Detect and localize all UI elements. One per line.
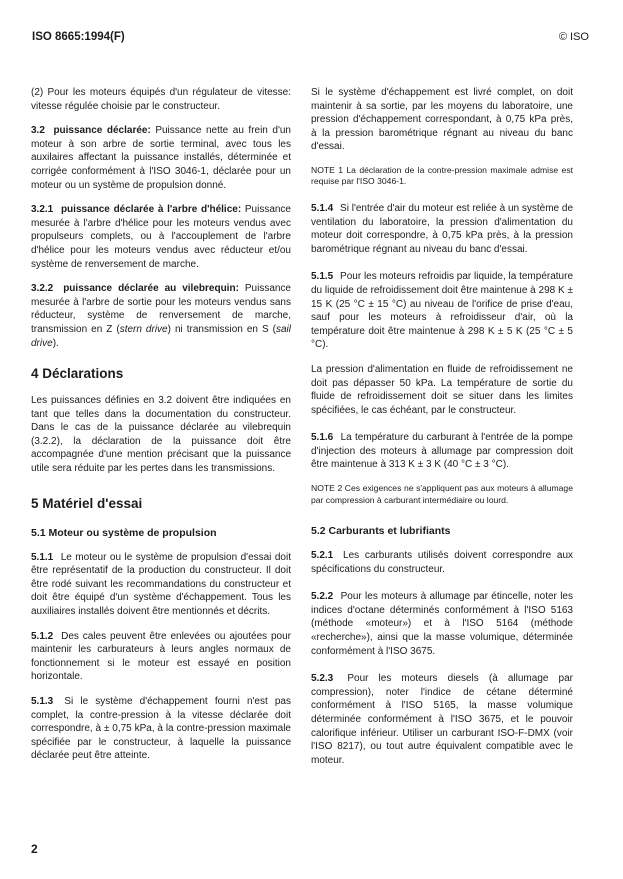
- heading-section-5-2: 5.2 Carburants et lubrifiants: [311, 525, 451, 538]
- clause-term: puissance déclarée au vilebrequin:: [63, 283, 239, 295]
- clause-term: puissance déclarée à l'arbre d'hélice:: [60, 204, 242, 216]
- document-id: ISO 8665:1994(F): [32, 31, 125, 43]
- clause-number: 5.1.4: [311, 202, 334, 214]
- clause-text: Pour les moteurs à allumage par étincelle, noter les indices d'octane déterminés conformément à l'ISO 5163 (méthode «moteur») et à l'ISO 5164 (méthode «recherche»), ainsi que la masse volumique, déterminée conformément à l'ISO 3675.: [311, 591, 573, 657]
- clause-text: ) ni transmission en S (: [167, 323, 276, 335]
- clause-term: puissance déclarée:: [53, 125, 151, 137]
- clause-number: 5.2.1: [311, 550, 334, 562]
- clause-text: Pour les moteurs refroidis par liquide, la température du liquide de refroidissement doit être maintenue à 298 K ± 15 K (25 °C ± 15 °C) au niveau de l'orifice de prise d'eau, sauf pour les moteurs à refroidisseur d'air, où la température doit être maintenue à 298 K ± 5 K (25 °C ± 5 °C).: [311, 271, 574, 351]
- clause-5-1-5-paragraph-2: La pression d'alimentation en fluide de refroidissement ne doit pas dépasser 50 kPa. La température de sortie du fluide de refroidissement doit se situer dans les limites spécifiées, le cas échéant, par le constructeur.: [311, 363, 573, 416]
- section-4-text: Les puissances définies en 3.2 doivent être indiquées en tant que telles dans la documentation du constructeur. Dans le cas de la puissance déclarée au vilebrequin (3.2.2), la déclaration de la puissance doit être accompagnée d'une mention précisant que la puissance utile sera réduite par les pertes dans les transmissions.: [31, 395, 291, 475]
- clause-number: 3.2.1: [31, 204, 54, 216]
- clause-number: 5.1.1: [31, 551, 54, 563]
- note-1: NOTE 1 La déclaration de la contre-pression maximale admise est requise par l'ISO 3046-1.: [311, 164, 573, 187]
- clause-5-1-3: [31, 695, 291, 763]
- clause-number: 5.2.2: [311, 591, 334, 603]
- clause-number: 3.2: [31, 125, 45, 137]
- clause-text: Le moteur ou le système de propulsion d'essai doit être représentatif de la production du constructeur. Il doit être rodé suivant les recommandations du constructeur et doit être équipé d'un système d'échappement. Tous les auxiliaires installés doivent être mentionnés et décrits.: [31, 551, 291, 618]
- clause-5-1-5: [311, 270, 573, 352]
- clause-text: La température du carburant à l'entrée de la pompe d'injection des moteurs à allumage par compression doit être maintenue à 313 K ± 3 K (40 °C ± 3 °C).: [311, 432, 573, 471]
- italic-term: stern drive: [119, 323, 168, 335]
- clause-text: Les carburants utilisés doivent correspondre aux spécifications du constructeur.: [311, 550, 574, 575]
- clause-3-2: [31, 124, 291, 192]
- clause-3-2-1: [31, 203, 291, 271]
- clause-number: 5.1.3: [31, 696, 54, 707]
- clause-5-1-1: [31, 551, 291, 619]
- italic-term: sail drive: [31, 323, 292, 349]
- clause-text: Des cales peuvent être enlevées ou ajoutées pour maintenir les carburateurs à leurs angles normaux de fonctionnement si le moteur est essayé en position horizontale.: [31, 630, 291, 683]
- clause-text: Puissance nette au frein d'un moteur à son arbre de sortie terminal, avec tous les auxilaires affectant la puissance installés, déterminée et corrigée conformément à l'ISO 3046-1, déclarée pour un moteur ou un système de propulsion donné.: [31, 125, 291, 191]
- clause-3-2-2: [31, 282, 291, 350]
- clause-number: 5.1.2: [31, 630, 54, 642]
- clause-text: Puissance mesurée à l'arbre de sortie pour les moteurs vendus sans réducteur, système de renversement de marche, transmission en Z (: [31, 283, 291, 335]
- paragraph-item-2: (2) Pour les moteurs équipés d'un régulateur de vitesse: vitesse régulée choisie par le constructeur.: [31, 87, 291, 112]
- clause-5-1-4: [311, 202, 573, 256]
- note-2: NOTE 2 Ces exigences ne s'appliquent pas aux moteurs à allumage par compression à carburant intermédiaire ou lourd.: [311, 483, 573, 505]
- clause-5-1-3-continued: Si le système d'échappement est livré complet, on doit maintenir à sa sortie, par les moyens du laboratoire, une pression d'échappement correspondant, à 0,75 kPa près, à la pression barométrique régnant au niveau du banc d'essai.: [311, 87, 573, 153]
- clause-number: 5.1.6: [311, 432, 334, 444]
- heading-section-5: 5 Matériel d'essai: [31, 495, 143, 511]
- clause-5-1-2: [31, 630, 291, 684]
- heading-section-5-1: 5.1 Moteur ou système de propulsion: [31, 526, 217, 539]
- clause-5-1-6: [311, 431, 573, 472]
- clause-5-2-1: [311, 549, 573, 576]
- clause-text: ).: [52, 337, 59, 349]
- heading-section-4: 4 Déclarations: [31, 366, 124, 382]
- clause-5-2-2: [311, 590, 573, 658]
- left-column: [31, 86, 291, 774]
- clause-number: 5.1.5: [311, 271, 334, 283]
- clause-text: Si l'entrée d'air du moteur est reliée à un système de ventilation du laboratoire, la pression d'alimentation du moteur doit correspondre, à 0,75 kPa près, à la pression barométrique régnant au niveau du banc d'essai.: [311, 202, 574, 255]
- clause-text: Si le système d'échappement fourni n'est pas complet, la contre-pression à la vitesse déclarée doit correspondre, à ± 0,75 kPa, à la contre-pression maximale spécifiée par le constructeur, à laquelle la puissance déclarée peut être atteinte.: [31, 696, 291, 762]
- clause-text: Puissance mesurée à l'arbre d'hélice pour les moteurs vendus avec propulseurs complets, ou à l'accouplement de l'arbre d'hélice pour les moteurs vendus avec réducteur et/ou système de renversement de marche.: [31, 204, 291, 270]
- right-column: [311, 86, 573, 778]
- copyright-mark: © ISO: [558, 31, 589, 43]
- page-number: 2: [31, 842, 38, 856]
- clause-number: 3.2.2: [31, 283, 54, 295]
- clause-5-2-3: [311, 672, 573, 767]
- clause-number: 5.2.3: [311, 673, 334, 685]
- clause-text: Pour les moteurs diesels (à allumage par compression), noter l'indice de cétane déterminé conformément à l'ISO 5165, la masse volumique déterminée conformément à l'ISO 3675, et le pouvoir calorifique inférieur. Utiliser un carburant ISO-F-DMX (voir l'ISO 8217), ou tout autre équivalent compatible avec le moteur.: [311, 673, 573, 766]
